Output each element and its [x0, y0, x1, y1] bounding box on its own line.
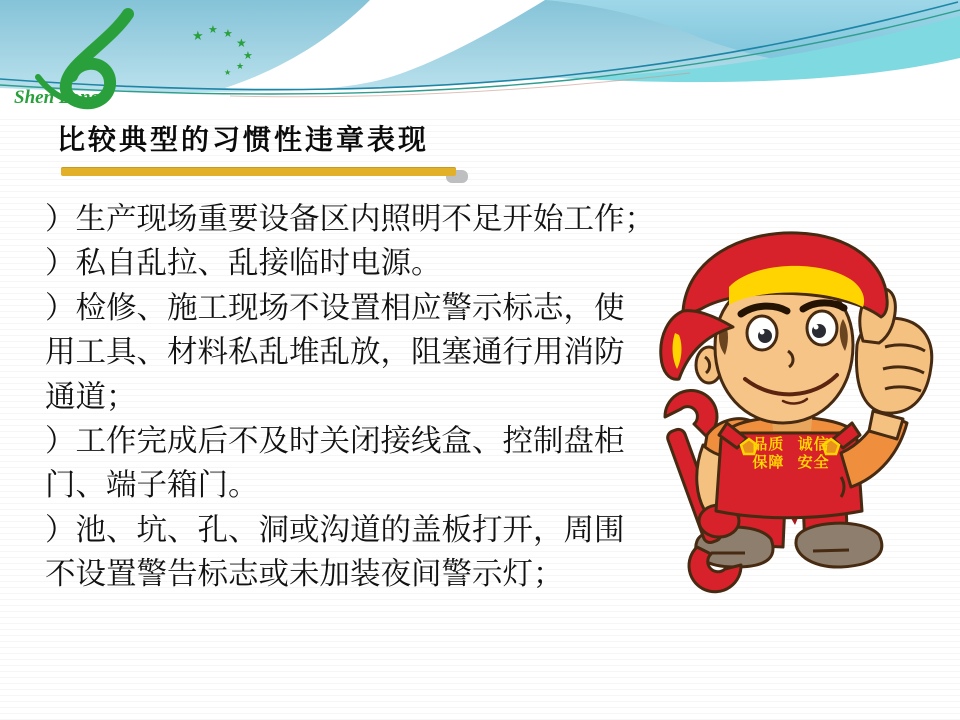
svg-text:★: ★ [192, 29, 204, 44]
text-line: 不设置警告标志或未加装夜间警示灯； [45, 557, 564, 592]
safety-mascot-illustration [645, 215, 945, 605]
title-underline [61, 167, 456, 176]
brand-text: Shen Long [14, 87, 101, 108]
svg-text:★: ★ [236, 62, 245, 72]
svg-text:★: ★ [243, 49, 253, 62]
text-line: 用工具、材料私乱堆乱放，阻塞通行用消防 [45, 335, 625, 370]
svg-text:★: ★ [208, 23, 218, 36]
brand-logo [10, 4, 270, 112]
text-line: ）池、坑、孔、洞或沟道的盖板打开，周围 [45, 512, 625, 547]
mascot-badge-line2: 保障 安全 [752, 454, 830, 471]
text-line: 通道； [45, 379, 137, 414]
registered-mark: ® [106, 84, 114, 95]
text-line: ）检修、施工现场不设置相应警示标志，使 [45, 290, 625, 325]
logo-stars-icon [192, 23, 253, 77]
body-text [45, 197, 685, 597]
text-line: ）私自乱拉、乱接临时电源。 [45, 246, 442, 281]
text-line: ）生产现场重要设备区内照明不足开始工作； [45, 202, 655, 236]
svg-text:★: ★ [223, 27, 233, 40]
mascot-badge-line1: 品质 诚信 [752, 436, 830, 453]
svg-text:★: ★ [236, 36, 247, 50]
mascot-right-shoe [796, 523, 882, 567]
svg-text:★: ★ [224, 68, 232, 77]
text-line: 门、端子箱门。 [45, 468, 259, 503]
text-line: ）工作完成后不及时关闭接线盒、控制盘柜 [45, 423, 625, 458]
page-title: 比较典型的习惯性违章表现 [57, 124, 430, 155]
